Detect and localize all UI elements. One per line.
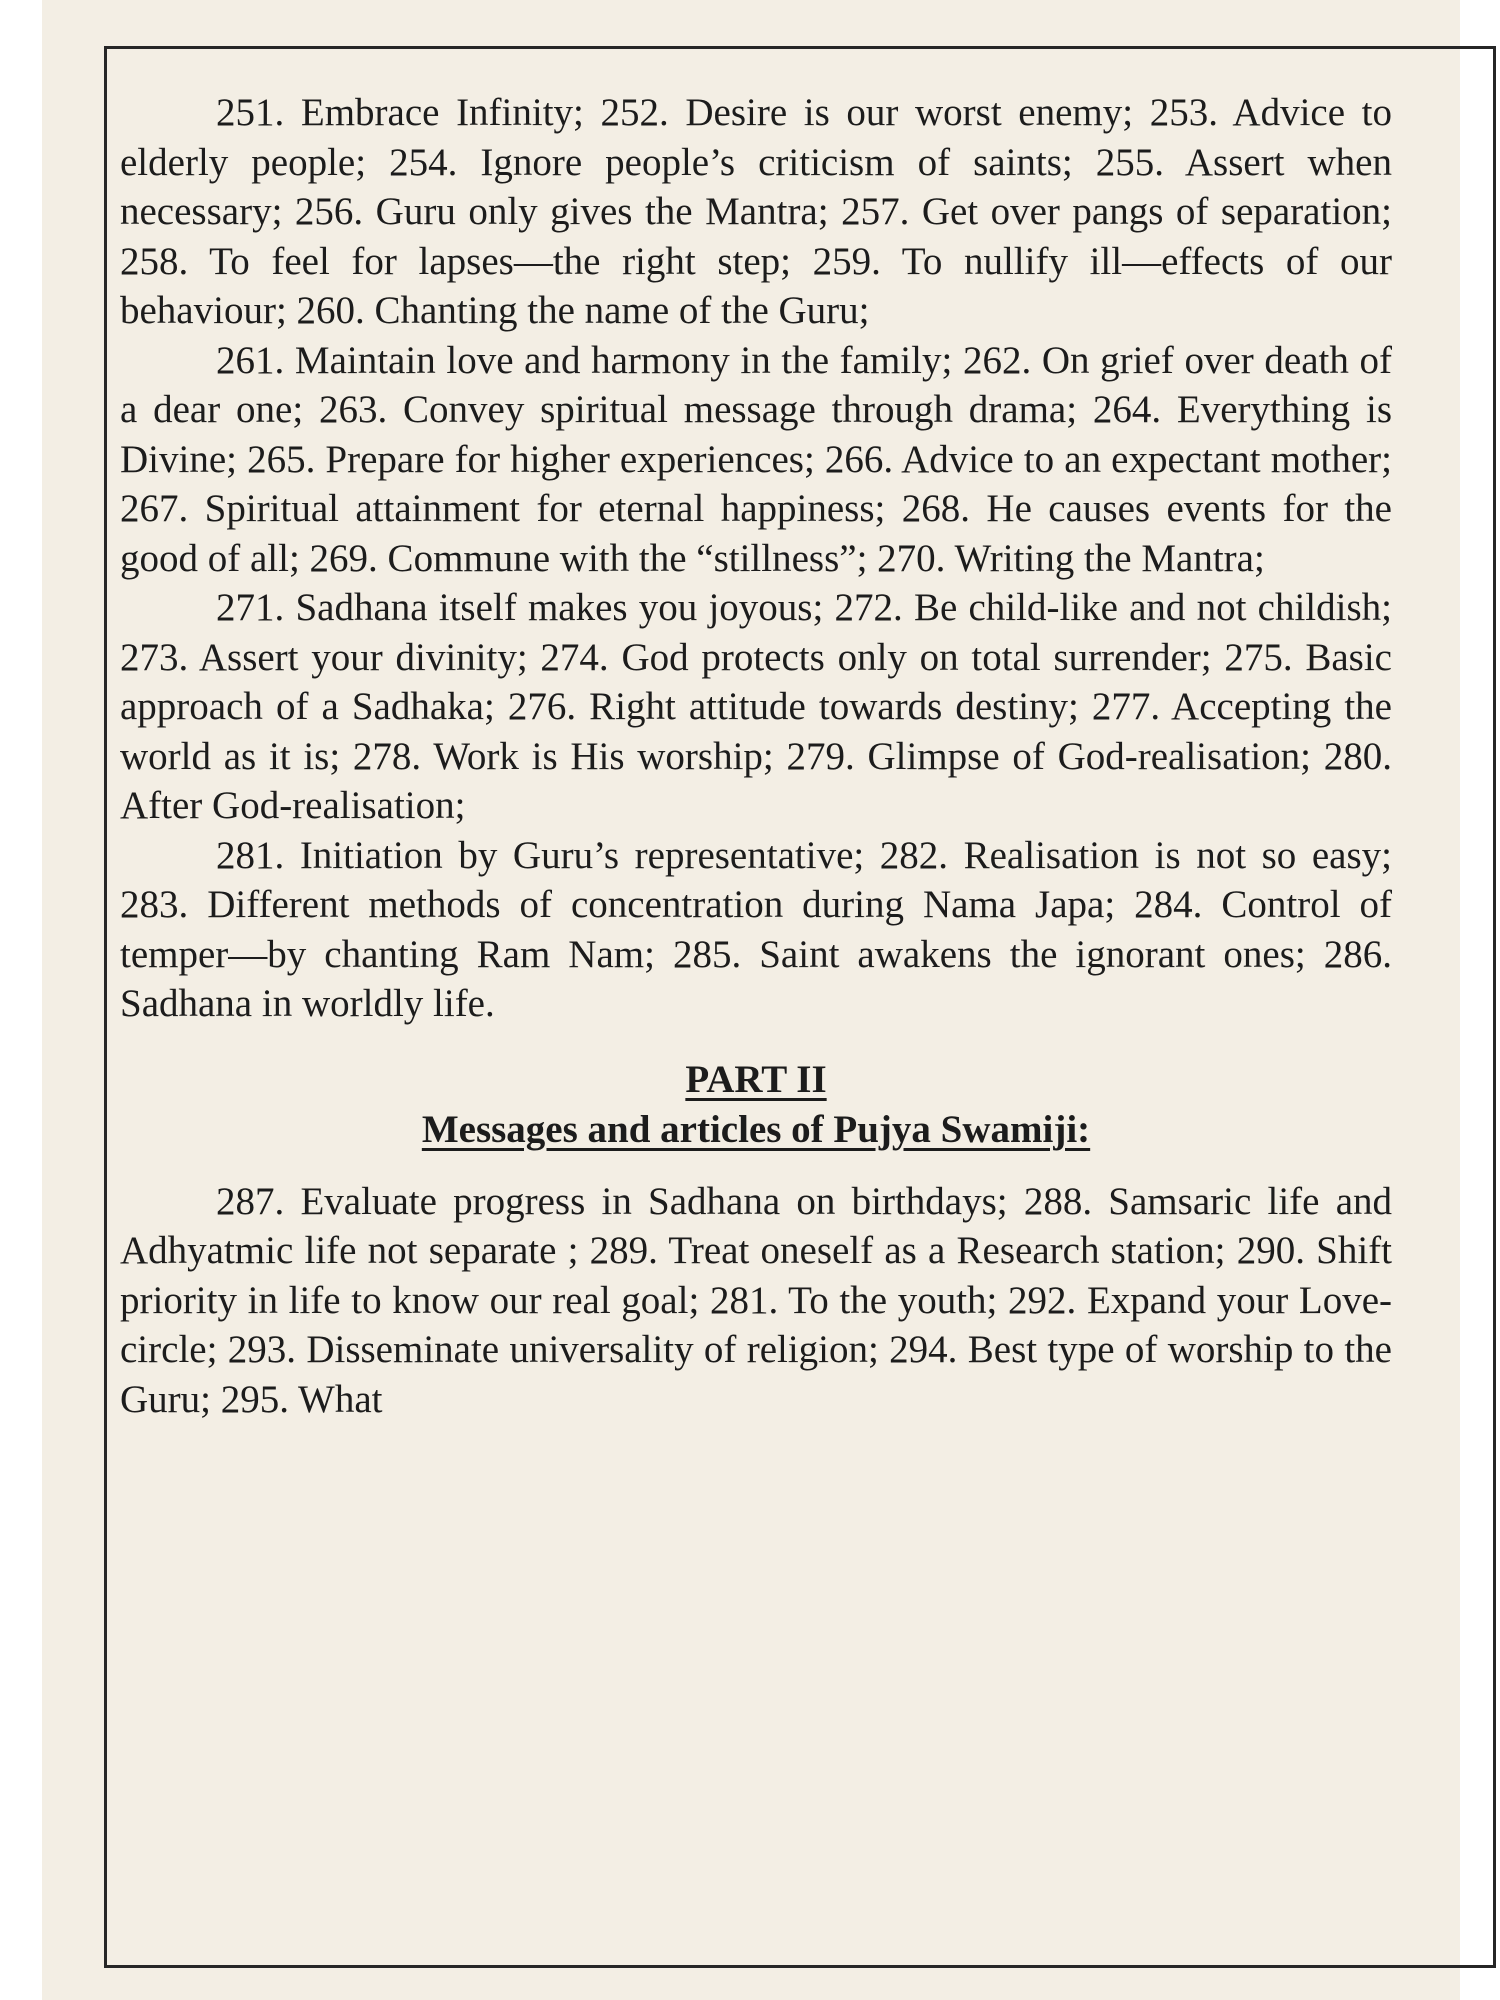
- paragraph-281-286: 281. Initiation by Guru’s representative; 282. Realisation is not so easy; 283. Different methods of concentration during Nama Japa; 284. Control of temper—by chanting Ram Nam; 285. Saint awakens the ignorant ones; 286. Sadhana in worldly life.: [120, 833, 1392, 1025]
- paragraph-287-295: 287. Evaluate progress in Sadhana on birthdays; 288. Samsaric life and Adhyatmic life not separate ; 289. Treat oneself as a Research station; 290. Shift priority in life to know our real goal; 281. To the youth; 292. Expand your Love-circle; 293. Disseminate universality of religion; 294. Best type of worship to the Guru; 295. What: [120, 1179, 1392, 1421]
- paragraph-261-270: 261. Maintain love and harmony in the family; 262. On grief over death of a dear one; 263. Convey spiritual message through drama; 264. Everything is Divine; 265. Prepare for higher experiences; 266. Advice to an expectant mother; 267. Spiritual attainment for eternal happiness; 268. He causes events for the good of all; 269. Commune with the “stillness”; 270. Writing the Mantra;: [120, 338, 1392, 580]
- paragraph-251-260: 251. Embrace Infinity; 252. Desire is our worst enemy; 253. Advice to elderly people; 254. Ignore people’s criticism of saints; 255. Assert when necessary; 256. Guru only gives the Mantra; 257. Get over pangs of separation; 258. To feel for lapses—the right step; 259. To nullify ill—effects of our behaviour; 260. Chanting the name of the Guru;: [120, 91, 1392, 332]
- part-subheading-text: Messages and articles of Pujya Swamiji:: [421, 1107, 1091, 1151]
- part-subheading: [120, 1105, 1392, 1155]
- part-heading-text: PART II: [685, 1057, 827, 1101]
- page-text-body: [120, 88, 1392, 1424]
- part-heading: [120, 1055, 1392, 1105]
- paragraph-271-280: 271. Sadhana itself makes you joyous; 272. Be child-like and not childish; 273. Assert your divinity; 274. God protects only on total surrender; 275. Basic approach of a Sadhaka; 276. Right attitude towards destiny; 277. Accepting the world as it is; 278. Work is His worship; 279. Glimpse of God-realisation; 280. After God-realisation;: [120, 586, 1392, 827]
- section-spacer: [120, 1155, 1392, 1177]
